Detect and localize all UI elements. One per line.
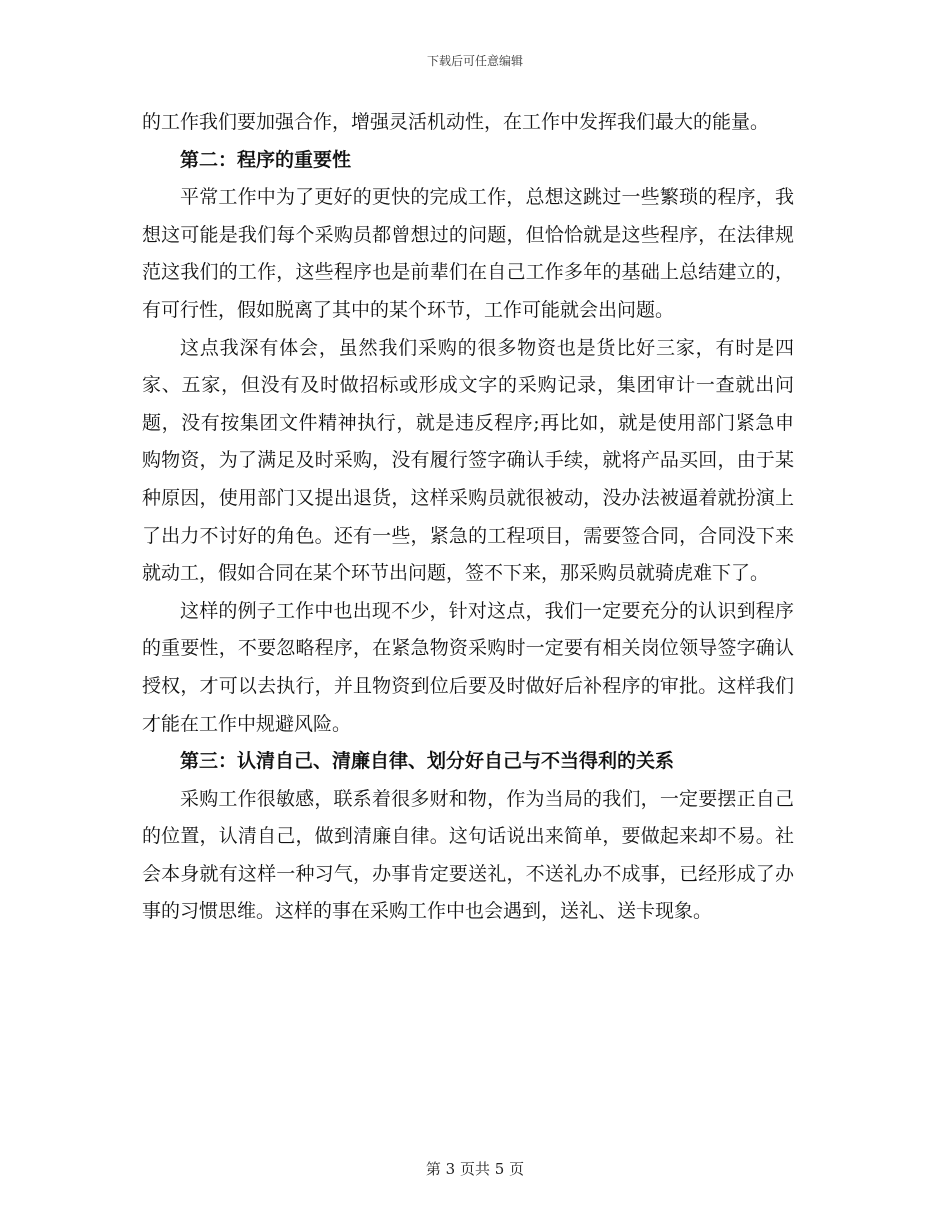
document-body: [142, 104, 794, 931]
section-heading-3: 第三：认清自己、清廉自律、划分好自己与不当得利的关系: [180, 750, 675, 773]
paragraph-procedure-conclusion: 这样的例子工作中也出现不少，针对这点，我们一定要充分的认识到程序的重要性，不要忽略程序，在紧急物资采购时一定要有相关岗位领导签字确认授权，才可以去执行，并且物资到位后要及时做好后补程序的审批。这样我们才能在工作中规避风险。: [142, 599, 794, 735]
section-heading-2: 第二：程序的重要性: [180, 148, 352, 171]
paragraph-procedure-experience: 这点我深有体会，虽然我们采购的很多物资也是货比好三家，有时是四家、五家，但没有及时做招标或形成文字的采购记录，集团审计一查就出问题，没有按集团文件精神执行，就是违反程序;再比如，就是使用部门紧急申购物资，为了满足及时采购，没有履行签字确认手续，就将产品买回，由于某种原因，使用部门又提出退货，这样采购员就很被动，没办法被逼着就扮演上了出力不讨好的角色。还有一些，紧急的工程项目，需要签合同，合同没下来就动工，假如合同在某个环节出问题，签不下来，那采购员就骑虎难下了。: [142, 336, 794, 585]
paragraph-continuation: 的工作我们要加强合作，增强灵活机动性，在工作中发挥我们最大的能量。: [142, 111, 770, 133]
paragraph-procedure-intro: 平常工作中为了更好的更快的完成工作，总想这跳过一些繁琐的程序，我想这可能是我们每个采购员都曾想过的问题，但恰恰就是这些程序，在法律规范这我们的工作，这些程序也是前辈们在自己工作多年的基础上总结建立的，有可行性，假如脱离了其中的某个环节，工作可能就会出问题。: [142, 186, 794, 321]
page-header: 下载后可任意编辑: [426, 54, 523, 68]
page-footer: 第 3 页共 5 页: [425, 1160, 525, 1178]
paragraph-integrity: 采购工作很敏感，联系着很多财和物，作为当局的我们，一定要摆正自己的位置，认清自己，做到清廉自律。这句话说出来简单，要做起来却不易。社会本身就有这样一种习气，办事肯定要送礼，不送礼办不成事，已经形成了办事的习惯思维。这样的事在采购工作中也会遇到，送礼、送卡现象。: [142, 787, 794, 923]
